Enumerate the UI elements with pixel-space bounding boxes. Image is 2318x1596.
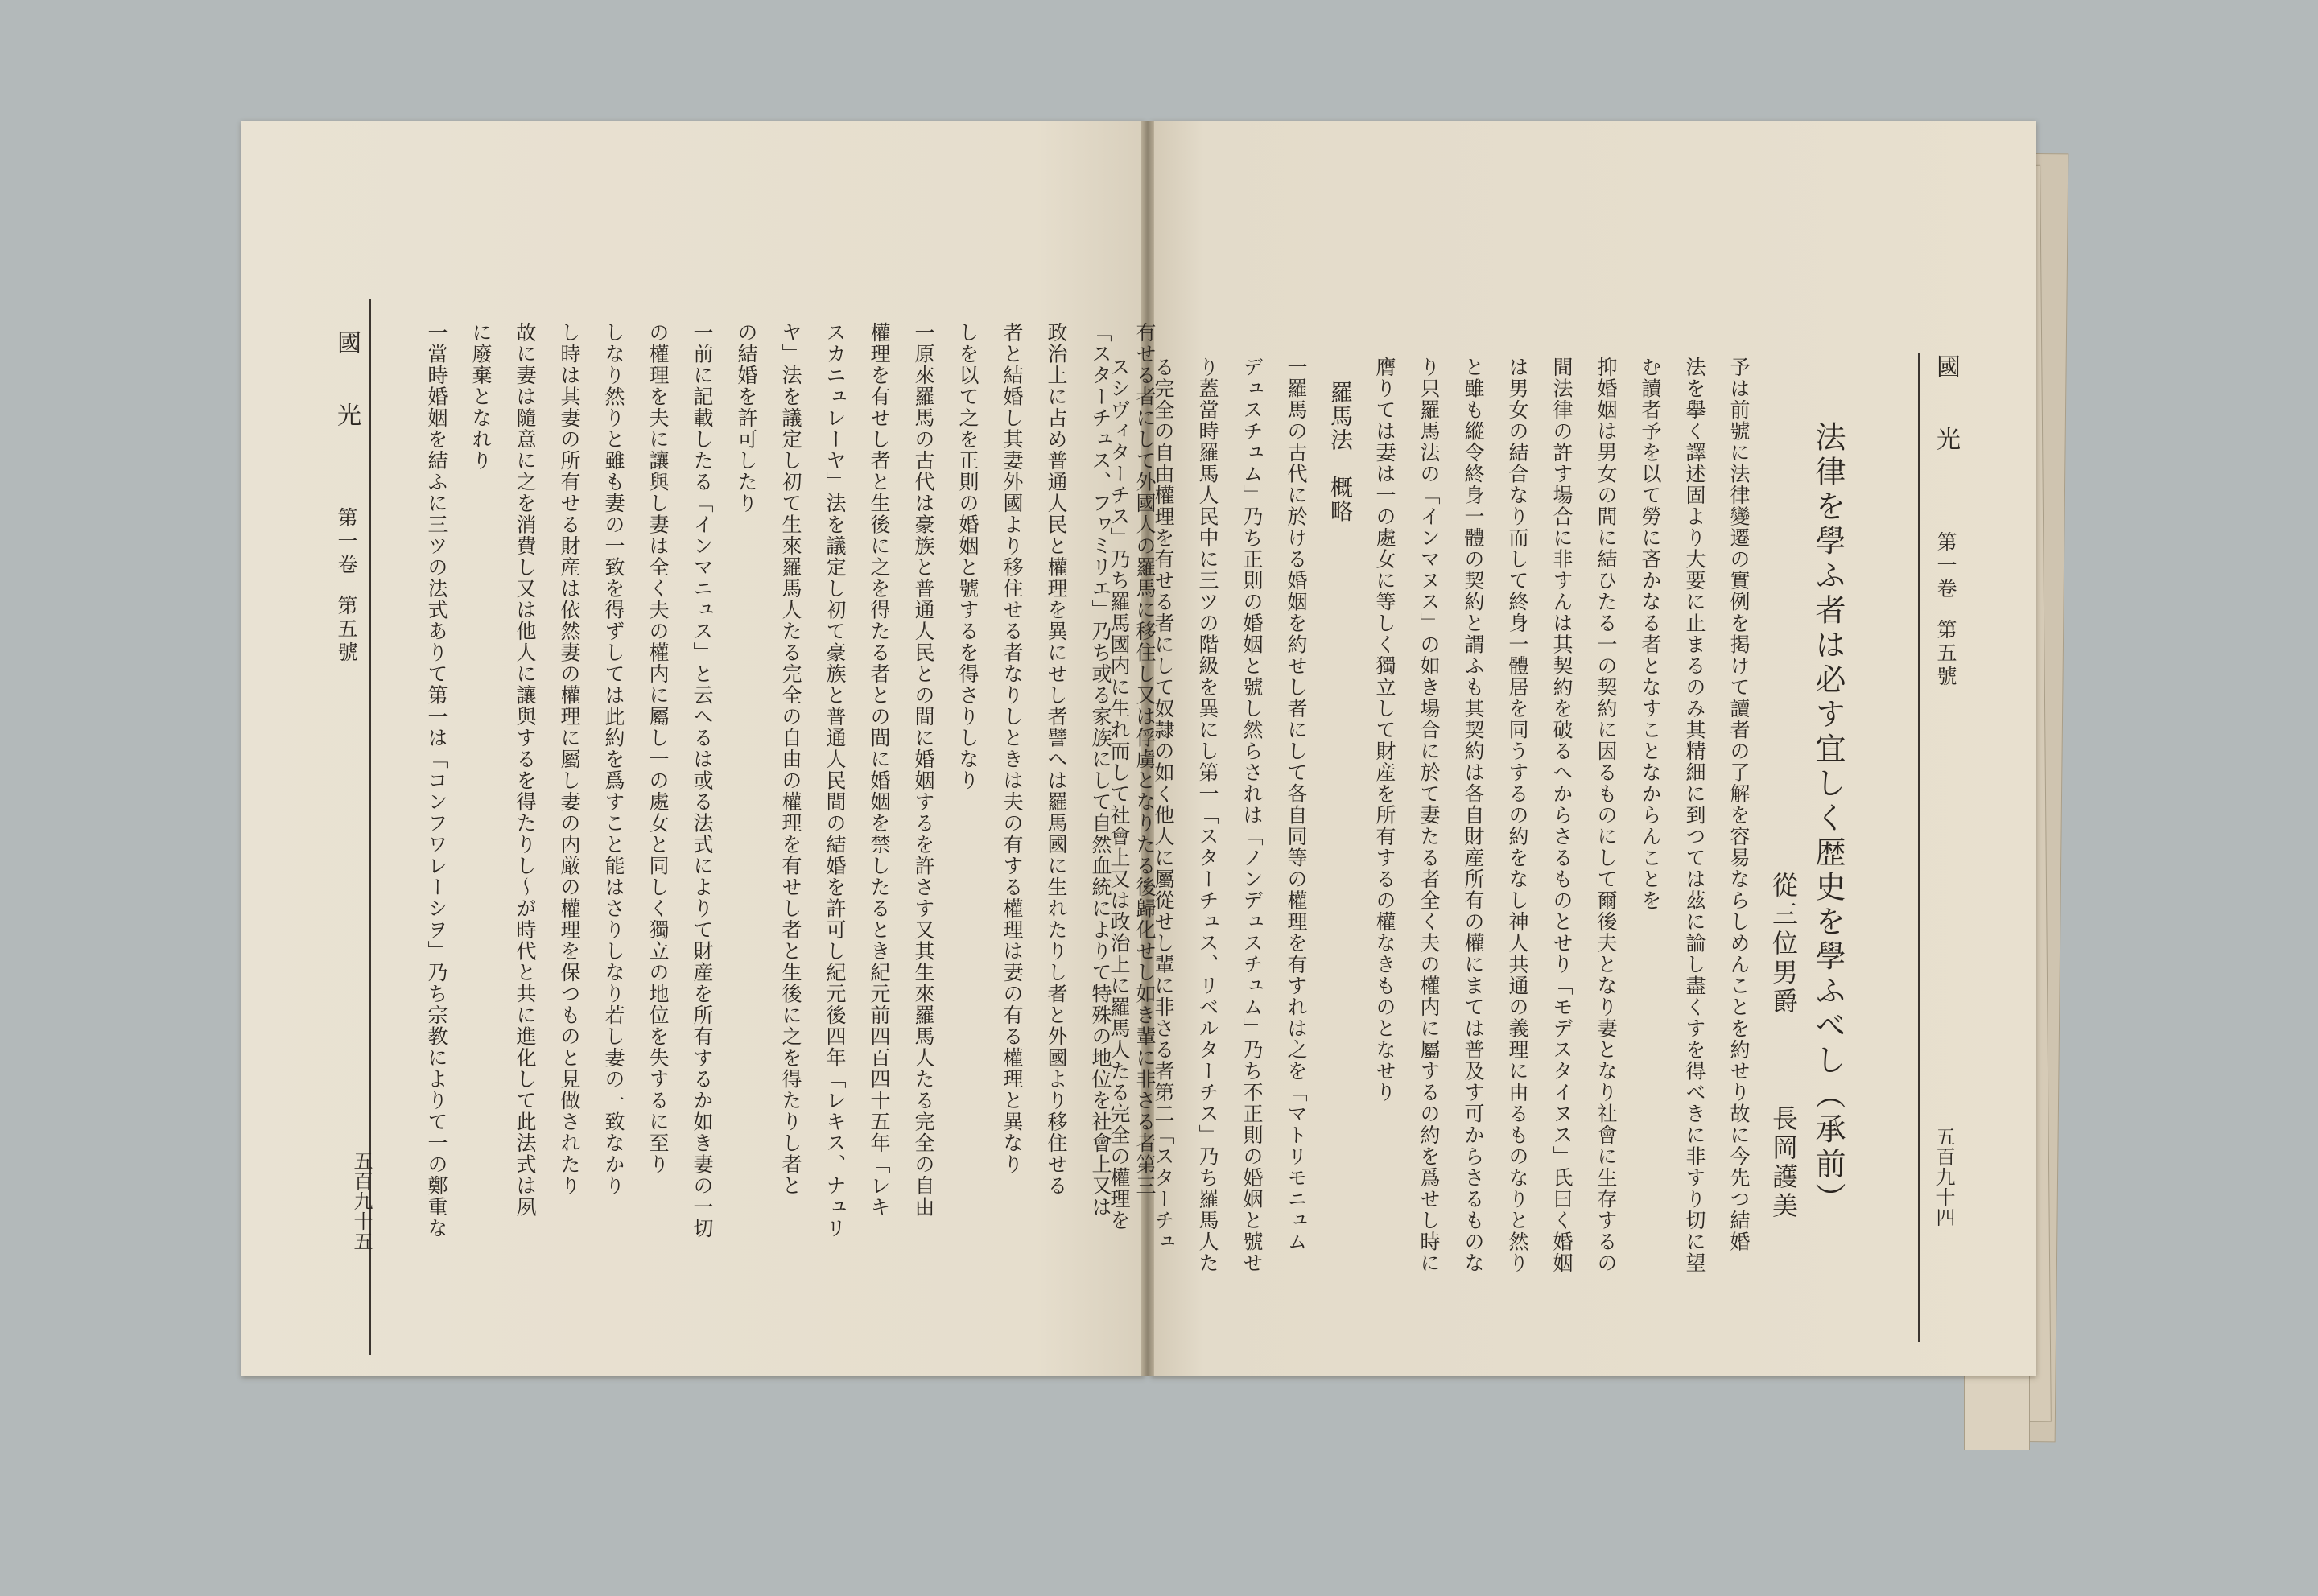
section-heading: 羅馬法 概略 (1327, 381, 1354, 523)
text-column: は男女の結合なり而して終身一體居を同うするの約をなし神人共通の義理に由るものなりと然り (1506, 357, 1529, 1274)
text-column: デュスチュム」乃ち正則の婚姻と號し然らされは「ノンデュスチュム」乃ち不正則の婚姻と號せ (1240, 357, 1264, 1274)
text-column: 故に妻は隨意に之を消費し又は他人に讓與するを得たりし〜が時代と共に進化して此法式は夙 (514, 322, 537, 1218)
page-number-left: 五百九十五 (350, 1151, 373, 1252)
text-column: 一當時婚姻を結ふに三ツの法式ありて第一は「コンフワレーシヲ」乃ち宗教によりて一の鄭重な (425, 322, 448, 1239)
text-column: 政治上に占め普通人民と權理を異にせし者譬へは羅馬國に生れたりし者と外國より移住せる (1045, 322, 1068, 1197)
text-column: 者と結婚し其妻外國より移住せる者なりしときは夫の有する權理は妻の有る權理と異なり (1000, 322, 1024, 1175)
header-rule (1918, 353, 1920, 1342)
volume-label: 第一卷 (335, 507, 358, 577)
text-column: 予は前號に法律變遷の實例を掲けて讀者の了解を容易ならしめんことを約せり故に今先つ結婚 (1727, 357, 1751, 1252)
running-header-left (328, 330, 364, 665)
article-title: 法律を學ふ者は必す宜しく歴史を學ふべし（承前） (1810, 421, 1846, 1217)
text-column: 間法律の許す場合に非すんは其契約を破るへからさるものとせり「モデスタイヌス」氏曰く婚姻 (1550, 357, 1574, 1274)
text-column: む讀者予を以て勞に吝かなる者となすことなからんことを (1639, 357, 1662, 911)
text-column: 法を擧く譯述固より大要に止まるのみ其精細に到つては茲に論し盡くすを得べきに非すり切に望 (1683, 357, 1706, 1274)
text-column: しを以て之を正則の婚姻と號するを得さりしなり (956, 322, 980, 791)
magazine-title: 國光 (332, 330, 361, 475)
text-column: り蓋當時羅馬人民中に三ツの階級を異にし第一「スターチュス、リベルターチス」乃ち羅馬人た (1196, 357, 1219, 1274)
text-column: ヤ」法を議定し初て生來羅馬人たる完全の自由の權理を有せし者と生後に之を得たりし者と (779, 322, 802, 1197)
issue-label: 第五號 (335, 595, 358, 665)
author-rank: 從三位男爵 (1768, 872, 1799, 1017)
volume-label: 第一卷 (1934, 531, 1957, 601)
text-column: の權理を夫に讓與し妻は全く夫の權内に屬し一の處女と同しく獨立の地位を失するに至り (646, 322, 670, 1175)
right-page-text (1097, 357, 1850, 1355)
text-column: 膺りては妻は一の處女に等しく獨立して財産を所有するの權なきものとなせり (1373, 357, 1396, 1103)
text-column: しなり然りと雖も妻の一致を得ずしては此約を爲すこと能はさりしなり若し妻の一致なかり (602, 322, 625, 1197)
page-number-right: 五百九十四 (1932, 1127, 1955, 1227)
author-name: 長岡護美 (1768, 1105, 1799, 1221)
text-column: スシヴィターチス」乃ち羅馬國内に生れ而して社會上又は政治上に羅馬人たる完全の權理を (1107, 357, 1131, 1231)
text-column: 「スターチュス、フヮミリエ」乃ち或る家族にして自然血統によりて特殊の地位を社會上又は (1089, 322, 1112, 1218)
text-column: の結婚を許可したり (735, 322, 758, 514)
author-line (1761, 357, 1805, 1355)
text-column: 權理を有せし者と生後に之を得たる者との間に婚姻を禁したるとき紀元前四百四十五年「レキ (868, 322, 891, 1218)
text-column: 一前に記載したる「インマニュス」と云へるは或る法式によりて財産を所有するか如き妻の一切 (691, 322, 714, 1239)
text-column: と雖も縱令終身一體の契約と謂ふも其契約は各自財産所有の權にまては普及す可からさるものな (1462, 357, 1485, 1274)
left-page-text (415, 322, 1167, 1360)
text-column: 有せる者にして外國人の羅馬に移住し又は俘虜となりたる後歸化せし如き輩に非さる者第三 (1133, 322, 1157, 1197)
text-column: 抑婚姻は男女の間に結ひたる一の契約に因るものにして爾後夫となり妻となり社會に生存するの (1594, 357, 1618, 1274)
text-column: 一羅馬の古代に於ける婚姻を約せし者にして各自同等の權理を有すれは之を「マトリモニュム (1285, 357, 1308, 1252)
issue-label: 第五號 (1934, 619, 1957, 689)
running-header-right (1928, 354, 1963, 689)
text-column: し時は其妻の所有せる財産は依然妻の權理に屬し妻の内厳の權理を保つものと見做されたり (558, 322, 581, 1197)
text-column: り只羅馬法の「インマヌス」の如き場合に於て妻たる者全く夫の權内に屬するの約を爲せし時に (1417, 357, 1441, 1274)
magazine-title: 國光 (1932, 354, 1960, 499)
text-column: 一原來羅馬の古代は豪族と普通人民との間に婚姻するを許さす又其生來羅馬人たる完全の自由 (912, 322, 935, 1218)
text-column: スカニュレーヤ」法を議定し初て豪族と普通人民間の結婚を許可し紀元後四年「レキス、ナュリ (823, 322, 847, 1239)
text-column: る完全の自由權理を有せる者にして奴隷の如く他人に屬從せし輩に非さる者第二「スターチュ (1152, 357, 1175, 1252)
text-column: に廢棄となれり (469, 322, 493, 472)
